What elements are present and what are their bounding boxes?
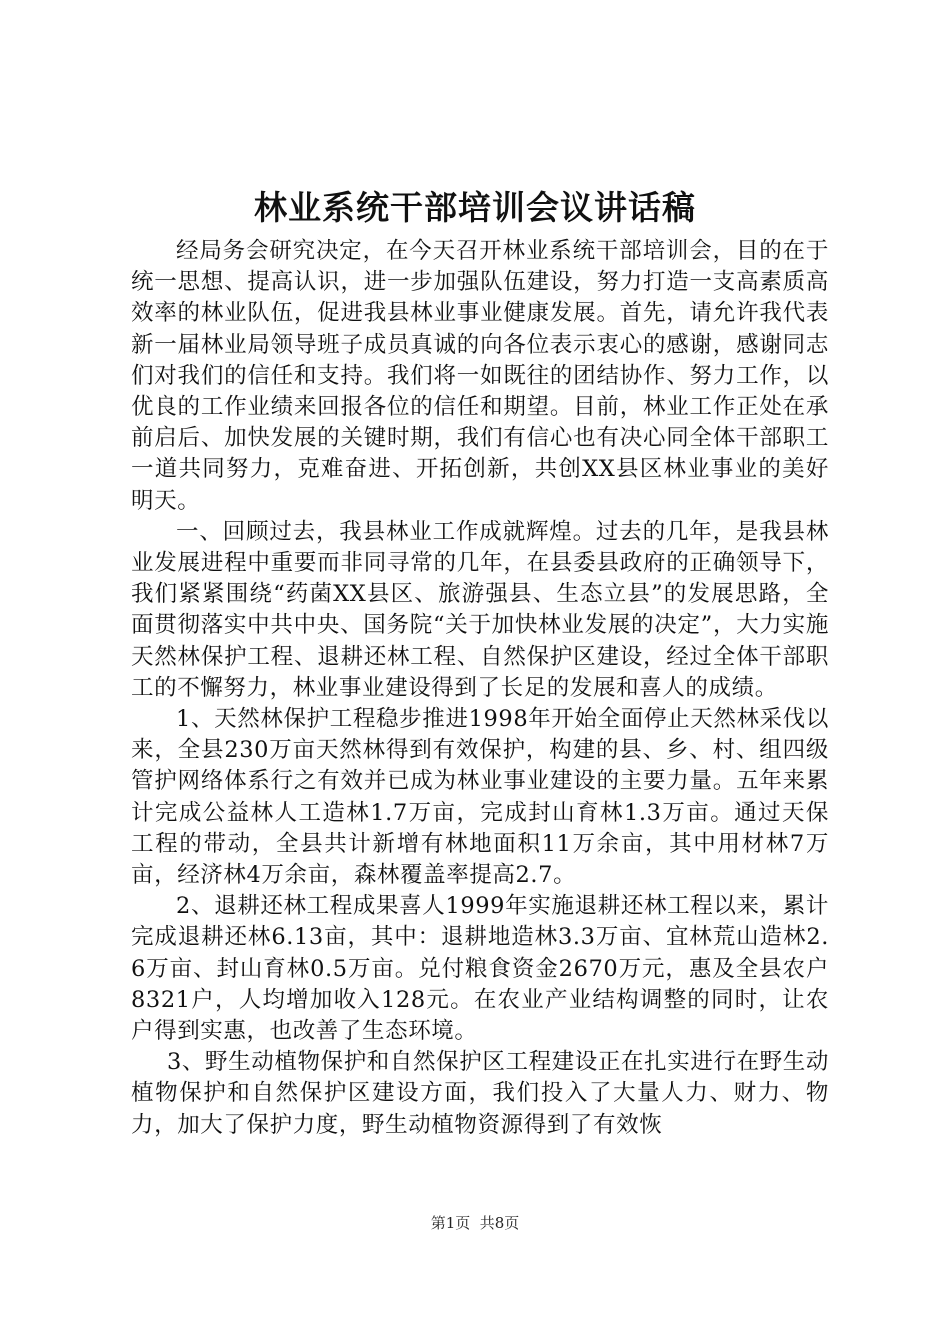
- paragraph-natural-forest: 1、天然林保护工程稳步推进1998年开始全面停止天然林采伐以来，全县230万亩天然林得到有效保护，构建的县、乡、村、组四级管护网络体系行之有效并已成为林业事业建设的主要力量。五年来累计完成公益林人工造林1.7万亩，完成封山育林1.3万亩。通过天保工程的带动，全县共计新增有林地面积11万余亩，其中用材林7万亩，经济林4万余亩，森林覆盖率提高2.7。: [131, 706, 829, 889]
- document-title: 林业系统干部培训会议讲话稿: [254, 188, 696, 227]
- page-footer: [0, 1212, 950, 1234]
- paragraph-intro: 经局务会研究决定，在今天召开林业系统干部培训会，目的在于统一思想、提高认识，进一步加强队伍建设，努力打造一支高素质高效率的林业队伍，促进我县林业事业健康发展。首先，请允许我代表新一届林业局领导班子成员真诚的向各位表示衷心的感谢，感谢同志们对我们的信任和支持。我们将一如既往的团结协作、努力工作，以优良的工作业绩来回报各位的信任和期望。目前，林业工作正处在承前启后、加快发展的关键时期，我们有信心也有决心同全体干部职工一道共同努力，克难奋进、开拓创新，共创XX县区林业事业的美好明天。: [131, 238, 829, 514]
- document-body: [131, 236, 829, 1141]
- paragraph-review: 一、回顾过去，我县林业工作成就辉煌。过去的几年，是我县林业发展进程中重要而非同寻常的几年，在县委县政府的正确领导下，我们紧紧围绕“药菌XX县区、旅游强县、生态立县”的发展思路，全面贯彻落实中共中央、国务院“关于加快林业发展的决定”，大力实施天然林保护工程、退耕还林工程、自然保护区建设，经过全体干部职工的不懈努力，林业事业建设得到了长足的发展和喜人的成绩。: [131, 518, 829, 701]
- page-number-label: 第1页 共8页: [430, 1214, 520, 1232]
- paragraph-wildlife-protection: 3、野生动植物保护和自然保护区工程建设正在扎实进行在野生动植物保护和自然保护区建设方面，我们投入了大量人力、财力、物力，加大了保护力度，野生动植物资源得到了有效恢: [131, 1049, 829, 1138]
- paragraph-returning-farmland: 2、退耕还林工程成果喜人1999年实施退耕还林工程以来，累计完成退耕还林6.13亩，其中：退耕地造林3.3万亩、宜林荒山造林2.6万亩、封山育林0.5万亩。兑付粮食资金2670万元，惠及全县农户8321户，人均增加收入128元。在农业产业结构调整的同时，让农户得到实惠，也改善了生态环境。: [131, 893, 829, 1045]
